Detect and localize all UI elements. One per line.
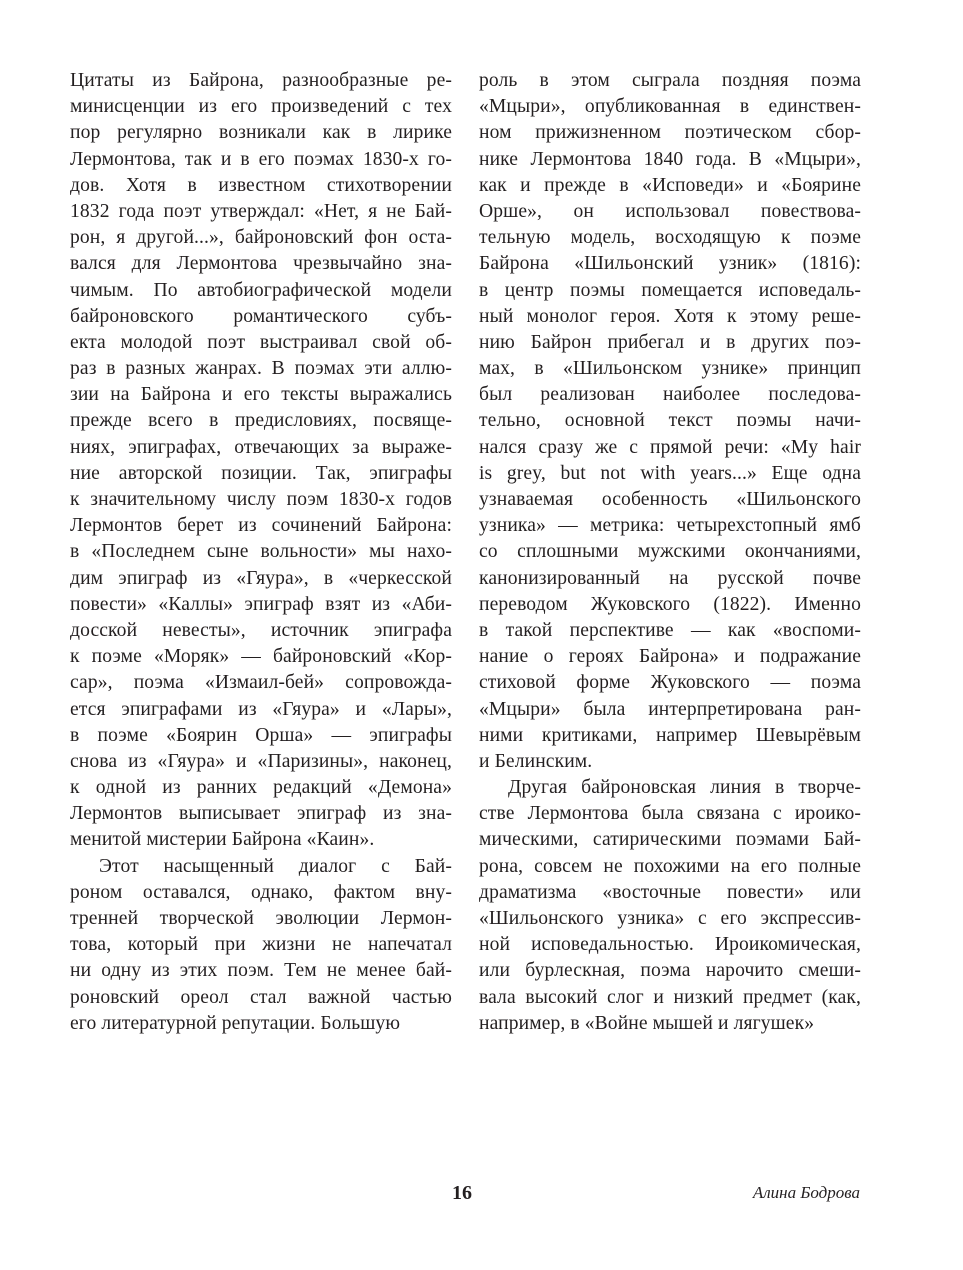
text-line: снова из «Гяура» и «Паризины», наконец, bbox=[70, 750, 452, 772]
text-line: нался сразу же с прямой речи: «My hair bbox=[479, 436, 861, 458]
text-line: или бурлескная, поэма нарочито смеши- bbox=[479, 960, 861, 982]
text-line: к значительному числу поэм 1830-х годов bbox=[70, 489, 452, 510]
text-line: Лермонтова, так и в его поэмах 1830-х го- bbox=[70, 148, 452, 170]
text-line: зии на Байрона и его тексты выражались bbox=[70, 384, 452, 406]
running-footer-author: Алина Бодрова bbox=[752, 1183, 860, 1202]
text-line: is grey, but not with years...» Еще одна bbox=[479, 462, 861, 484]
text-line: ной исповедальностью. Ироикомическая, bbox=[479, 934, 861, 956]
text-line: «Мцыри», опубликованная в единствен- bbox=[479, 96, 861, 118]
text-line: его литературной репутации. Большую bbox=[70, 1012, 401, 1034]
text-line: 1832 года поэт утверждал: «Нет, я не Бай- bbox=[70, 200, 452, 222]
paragraph bbox=[479, 68, 861, 775]
text-line: в «Последнем сыне вольности» мы нахо- bbox=[70, 541, 452, 563]
text-line: в такой перспективе — как «воспоми- bbox=[479, 619, 861, 641]
text-line: дим эпиграф из «Гяура», в «черкесской bbox=[70, 567, 452, 589]
text-line: Другая байроновская линия в творче- bbox=[508, 777, 861, 799]
text-line: тельную модель, восходящую к поэме bbox=[479, 227, 861, 249]
paragraph bbox=[70, 68, 452, 854]
text-line: Байрона «Шильонский узник» (1816): bbox=[479, 253, 861, 275]
text-line: канонизированный на русской почве bbox=[479, 567, 861, 589]
text-line: Орше», он использовал повествова- bbox=[479, 200, 861, 222]
text-line: стве Лермонтова была связана с ироико- bbox=[479, 803, 861, 825]
text-line: това, который при жизни не напечатал bbox=[70, 934, 452, 956]
text-line: мах, в «Шильонском узнике» принцип bbox=[479, 358, 861, 380]
text-line: со сплошными мужскими окончаниями, bbox=[479, 541, 861, 563]
text-line: ниях, эпиграфах, отвечающих за выраже- bbox=[70, 436, 452, 458]
text-line: ними критиками, например Шевырёвым bbox=[479, 724, 861, 746]
text-line: к поэме «Моряк» — байроновский «Кор- bbox=[70, 646, 452, 668]
text-line: в поэме «Боярин Орша» — эпиграфы bbox=[70, 724, 452, 746]
text-line: и Белинским. bbox=[479, 750, 593, 772]
text-line: нание о героях Байрона» и подражание bbox=[479, 646, 861, 668]
text-line: прежде всего в предисловиях, посвяще- bbox=[70, 410, 452, 432]
text-line: тельно, основной текст поэмы начи- bbox=[479, 410, 861, 432]
text-line: Лермонтов берет из сочинений Байрона: bbox=[70, 515, 452, 537]
paragraph bbox=[70, 854, 452, 1037]
text-line: мическими, сатирическими поэмами Бай- bbox=[479, 829, 861, 851]
text-line: как и прежде в «Исповеди» и «Боярине bbox=[479, 174, 861, 196]
text-line: переводом Жуковского (1822). Именно bbox=[479, 593, 861, 615]
text-line: например, в «Войне мышей и лягушек» bbox=[479, 1012, 815, 1034]
text-line: стиховой форме Жуковского — поэма bbox=[479, 672, 861, 694]
text-line: раз в разных жанрах. В поэмах эти аллю- bbox=[70, 358, 452, 380]
text-line: вался для Лермонтова чрезвычайно зна- bbox=[70, 253, 452, 275]
text-line: Цитаты из Байрона, разнообразные ре- bbox=[70, 70, 452, 91]
text-line: рон, я другой...», байроновский фон оста- bbox=[70, 227, 452, 249]
page-number: 16 bbox=[452, 1182, 472, 1204]
text-line: ется эпиграфами из «Гяура» и «Лары», bbox=[70, 698, 452, 720]
text-line: Этот насыщенный диалог с Бай- bbox=[99, 855, 452, 877]
text-line: вала высокий слог и низкий предмет (как, bbox=[479, 986, 861, 1008]
text-line: повести» «Каллы» эпиграф взят из «Аби- bbox=[70, 593, 452, 615]
paragraph bbox=[479, 775, 861, 1037]
text-line: нию Байрон прибегал и в других поэ- bbox=[479, 331, 861, 353]
text-line: дов. Хотя в известном стихотворении bbox=[70, 174, 452, 196]
text-line: ние авторской позиции. Так, эпиграфы bbox=[70, 462, 452, 484]
text-line: роновский ореол стал важной частью bbox=[70, 986, 452, 1008]
page-footer bbox=[0, 1178, 963, 1208]
text-line: минисценции из его произведений с тех bbox=[70, 96, 452, 118]
text-line: тренней творческой эволюции Лермон- bbox=[70, 908, 452, 929]
text-line: досской невесты», источник эпиграфа bbox=[70, 619, 452, 641]
right-text-column bbox=[479, 68, 861, 1037]
text-line: чимым. По автобиографической модели bbox=[70, 279, 452, 301]
text-line: в центр поэмы помещается исповедаль- bbox=[479, 279, 861, 301]
text-line: «Шильонского узника» с его экспрессив- bbox=[479, 908, 861, 929]
text-line: роль в этом сыграла поздняя поэма bbox=[479, 70, 861, 91]
text-line: пор регулярно возникали как в лирике bbox=[70, 122, 452, 144]
left-text-column bbox=[70, 68, 452, 1037]
text-line: узника» — метрика: четырехстопный ямб bbox=[479, 515, 861, 537]
text-line: был реализован наиболее последова- bbox=[479, 384, 861, 406]
text-line: рона, совсем не похожими на его полные bbox=[479, 855, 861, 877]
text-line: байроновского романтического субъ- bbox=[70, 305, 452, 327]
text-line: роном оставался, однако, фактом вну- bbox=[70, 881, 452, 903]
text-line: менитой мистерии Байрона «Каин». bbox=[70, 829, 375, 851]
text-line: ном прижизненном поэтическом сбор- bbox=[479, 122, 861, 144]
text-line: драматизма «восточные повести» или bbox=[479, 881, 861, 903]
text-line: узнаваемая особенность «Шильонского bbox=[479, 489, 861, 510]
text-line: ный монолог героя. Хотя к этому реше- bbox=[479, 305, 861, 327]
text-line: екта молодой поэт выстраивал свой об- bbox=[70, 331, 452, 353]
text-line: Лермонтов выписывает эпиграф из зна- bbox=[70, 803, 452, 825]
text-line: ни одну из этих поэм. Тем не менее бай- bbox=[70, 960, 452, 982]
text-line: к одной из ранних редакций «Демона» bbox=[70, 777, 452, 799]
text-line: «Мцыри» была интерпретирована ран- bbox=[479, 698, 861, 720]
text-line: сар», поэма «Измаил-бей» сопровожда- bbox=[70, 672, 452, 694]
text-line: нике Лермонтова 1840 года. В «Мцыри», bbox=[479, 148, 861, 170]
